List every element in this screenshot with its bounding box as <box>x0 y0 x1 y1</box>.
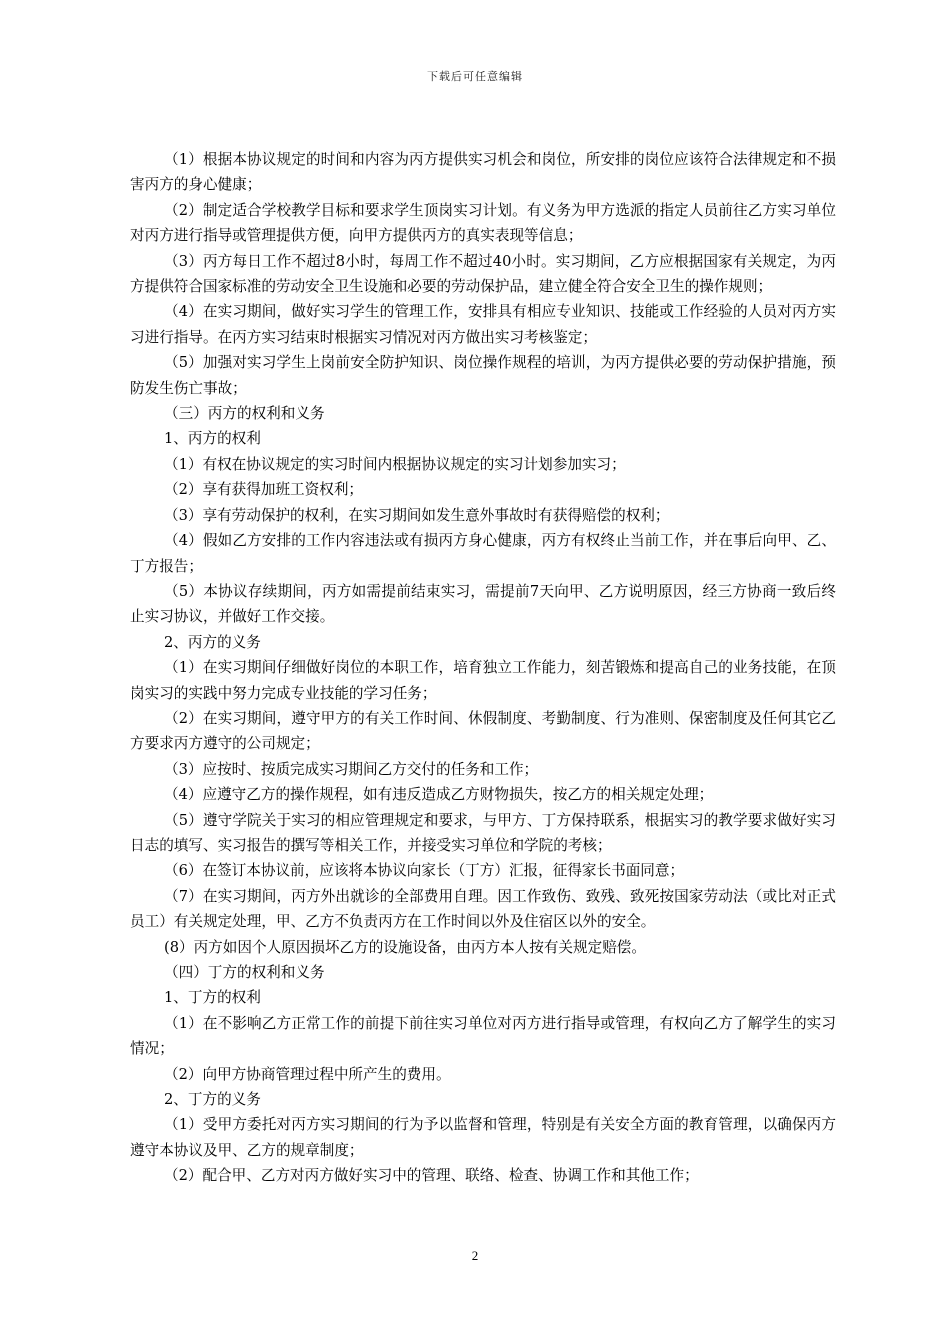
paragraph: （2）向甲方协商管理过程中所产生的费用。 <box>164 1065 451 1083</box>
subsection-heading: 2、丁方的义务 <box>164 1091 261 1109</box>
subsection-heading: 2、丙方的义务 <box>164 633 261 651</box>
subsection-heading: 1、丙方的权利 <box>164 430 261 448</box>
paragraph: （1）在不影响乙方正常工作的前提下前往实习单位对丙方进行指导或管理，有权向乙方了解学生的实习情况； <box>130 1014 836 1058</box>
paragraph: （2）配合甲、乙方对丙方做好实习中的管理、联络、检查、协调工作和其他工作； <box>164 1167 699 1185</box>
document-body <box>130 147 836 1189</box>
paragraph: （3）丙方每日工作不超过8小时，每周工作不超过40小时。实习期间，乙方应根据国家有关规定，为丙方提供符合国家标准的劳动安全卫生设施和必要的劳动保护品，建立健全符合安全卫生的操作规则； <box>130 252 836 296</box>
section-heading: （三）丙方的权利和义务 <box>164 405 325 423</box>
paragraph: （1）在实习期间仔细做好岗位的本职工作，培育独立工作能力，刻苦锻炼和提高自己的业务技能，在顶岗实习的实践中努力完成专业技能的学习任务； <box>130 659 836 702</box>
paragraph: （4）在实习期间，做好实习学生的管理工作，安排具有相应专业知识、技能或工作经验的人员对丙方实习进行指导。在丙方实习结束时根据实习情况对丙方做出实习考核鉴定； <box>130 303 836 346</box>
paragraph: （1）有权在协议规定的实习时间内根据协议规定的实习计划参加实习； <box>164 455 626 473</box>
paragraph: （7）在实习期间，丙方外出就诊的全部费用自理。因工作致伤、致残、致死按国家劳动法（或比对正式员工）有关规定处理，甲、乙方不负责丙方在工作时间以外及住宿区以外的安全。 <box>130 887 836 931</box>
subsection-heading: 1、丁方的权利 <box>164 989 261 1007</box>
paragraph: （2）制定适合学校教学目标和要求学生顶岗实习计划。有义务为甲方选派的指定人员前往乙方实习单位对丙方进行指导或管理提供方便，向甲方提供丙方的真实表现等信息； <box>130 201 836 245</box>
paragraph: （1）受甲方委托对丙方实习期间的行为予以监督和管理，特别是有关安全方面的教育管理，以确保丙方遵守本协议及甲、乙方的规章制度； <box>130 1116 836 1159</box>
paragraph: （4）应遵守乙方的操作规程，如有违反造成乙方财物损失，按乙方的相关规定处理； <box>164 786 714 804</box>
paragraph: （2）在实习期间，遵守甲方的有关工作时间、休假制度、考勤制度、行为准则、保密制度及任何其它乙方要求丙方遵守的公司规定； <box>130 709 836 753</box>
page-number: 2 <box>471 1248 479 1263</box>
paragraph: （6）在签订本协议前，应该将本协议向家长（丁方）汇报，征得家长书面同意； <box>164 862 685 880</box>
paragraph: （3）享有劳动保护的权利，在实习期间如发生意外事故时有获得赔偿的权利； <box>164 506 670 524</box>
page-header: 下载后可任意编辑 <box>427 70 523 83</box>
paragraph: (8）丙方如因个人原因损坏乙方的设施设备，由丙方本人按有关规定赔偿。 <box>164 938 646 956</box>
paragraph: （1）根据本协议规定的时间和内容为丙方提供实习机会和岗位，所安排的岗位应该符合法律规定和不损害丙方的身心健康； <box>130 151 836 194</box>
paragraph: （4）假如乙方安排的工作内容违法或有损丙方身心健康，丙方有权终止当前工作，并在事后向甲、乙、丁方报告； <box>130 532 836 575</box>
section-heading: （四）丁方的权利和义务 <box>164 964 325 981</box>
paragraph: （5）加强对实习学生上岗前安全防护知识、岗位操作规程的培训，为丙方提供必要的劳动保护措施，预防发生伤亡事故； <box>130 354 836 397</box>
paragraph: （5）本协议存续期间，丙方如需提前结束实习，需提前7天向甲、乙方说明原因，经三方协商一致后终止实习协议，并做好工作交接。 <box>130 582 836 626</box>
paragraph: （2）享有获得加班工资权利； <box>164 481 364 499</box>
paragraph: （5）遵守学院关于实习的相应管理规定和要求，与甲方、丁方保持联系，根据实习的教学要求做好实习日志的填写、实习报告的撰写等相关工作，并接受实习单位和学院的考核； <box>130 811 836 854</box>
paragraph: （3）应按时、按质完成实习期间乙方交付的任务和工作； <box>164 760 539 778</box>
